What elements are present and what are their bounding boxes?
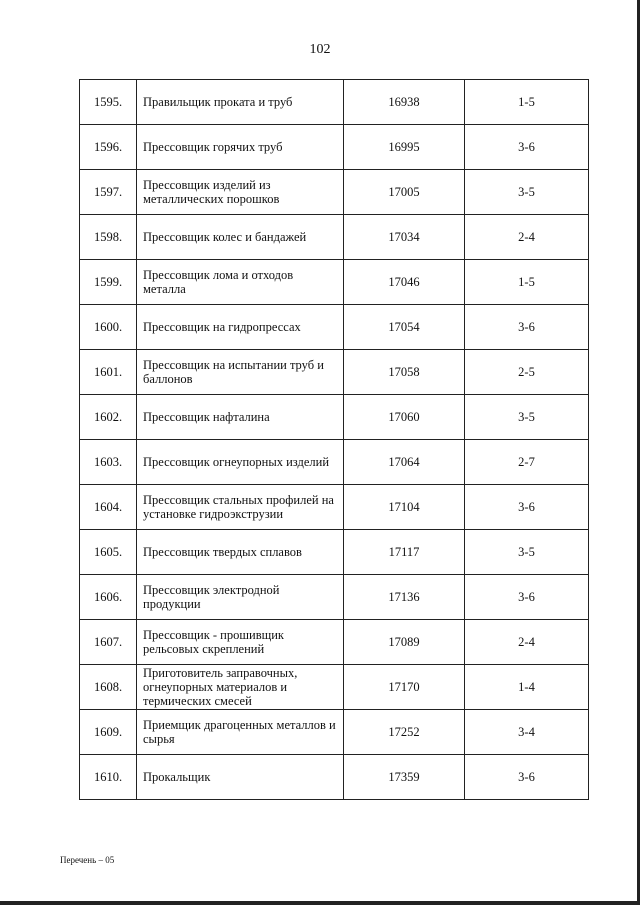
profession-name: Прессовщик изделий из металлических порошков <box>137 170 344 215</box>
profession-code: 17005 <box>344 170 465 215</box>
row-number: 1609. <box>80 710 137 755</box>
scan-edge-bottom <box>0 901 640 905</box>
profession-name: Прессовщик лома и отходов металла <box>137 260 344 305</box>
profession-name: Прессовщик электродной продукции <box>137 575 344 620</box>
grade-range: 2-5 <box>465 350 589 395</box>
profession-code: 16938 <box>344 80 465 125</box>
table-row <box>80 485 589 530</box>
profession-table <box>79 79 589 800</box>
row-number: 1597. <box>80 170 137 215</box>
grade-range: 1-5 <box>465 80 589 125</box>
profession-code: 17064 <box>344 440 465 485</box>
grade-range: 2-4 <box>465 620 589 665</box>
profession-name: Прессовщик на испытании труб и баллонов <box>137 350 344 395</box>
row-number: 1596. <box>80 125 137 170</box>
grade-range: 3-4 <box>465 710 589 755</box>
row-number: 1600. <box>80 305 137 350</box>
table-row <box>80 620 589 665</box>
table-row <box>80 215 589 260</box>
profession-name: Приготовитель заправочных, огнеупорных материалов и термических смесей <box>137 665 344 710</box>
profession-name: Правильщик проката и труб <box>137 80 344 125</box>
grade-range: 1-5 <box>465 260 589 305</box>
profession-code: 17058 <box>344 350 465 395</box>
grade-range: 3-6 <box>465 755 589 800</box>
row-number: 1606. <box>80 575 137 620</box>
profession-name: Прессовщик горячих труб <box>137 125 344 170</box>
profession-code: 17252 <box>344 710 465 755</box>
row-number: 1602. <box>80 395 137 440</box>
table-row <box>80 575 589 620</box>
row-number: 1604. <box>80 485 137 530</box>
profession-code: 17089 <box>344 620 465 665</box>
profession-name: Прессовщик нафталина <box>137 395 344 440</box>
grade-range: 3-5 <box>465 170 589 215</box>
table-row <box>80 755 589 800</box>
row-number: 1605. <box>80 530 137 575</box>
grade-range: 2-4 <box>465 215 589 260</box>
row-number: 1598. <box>80 215 137 260</box>
profession-name: Прессовщик стальных профилей на установке гидроэкструзии <box>137 485 344 530</box>
profession-name: Прессовщик колес и бандажей <box>137 215 344 260</box>
profession-name: Прессовщик огнеупорных изделий <box>137 440 344 485</box>
table-row <box>80 440 589 485</box>
table-row <box>80 260 589 305</box>
table-row <box>80 80 589 125</box>
profession-name: Прокальщик <box>137 755 344 800</box>
profession-name: Прессовщик - прошивщик рельсовых скреплений <box>137 620 344 665</box>
profession-code: 17054 <box>344 305 465 350</box>
grade-range: 3-6 <box>465 575 589 620</box>
profession-code: 17060 <box>344 395 465 440</box>
row-number: 1608. <box>80 665 137 710</box>
profession-code: 17136 <box>344 575 465 620</box>
row-number: 1603. <box>80 440 137 485</box>
row-number: 1610. <box>80 755 137 800</box>
grade-range: 1-4 <box>465 665 589 710</box>
table-row <box>80 530 589 575</box>
row-number: 1601. <box>80 350 137 395</box>
row-number: 1607. <box>80 620 137 665</box>
table-row <box>80 305 589 350</box>
profession-code: 17117 <box>344 530 465 575</box>
page-number: 102 <box>309 42 331 57</box>
table-row <box>80 665 589 710</box>
grade-range: 3-6 <box>465 305 589 350</box>
profession-code: 17046 <box>344 260 465 305</box>
profession-code: 17170 <box>344 665 465 710</box>
table-row <box>80 350 589 395</box>
grade-range: 3-6 <box>465 125 589 170</box>
row-number: 1595. <box>80 80 137 125</box>
row-number: 1599. <box>80 260 137 305</box>
profession-name: Приемщик драгоценных металлов и сырья <box>137 710 344 755</box>
grade-range: 2-7 <box>465 440 589 485</box>
profession-name: Прессовщик на гидропрессах <box>137 305 344 350</box>
grade-range: 3-5 <box>465 395 589 440</box>
profession-code: 17034 <box>344 215 465 260</box>
grade-range: 3-5 <box>465 530 589 575</box>
table-body <box>80 80 589 800</box>
profession-code: 16995 <box>344 125 465 170</box>
footer-label: Перечень – 05 <box>60 855 115 865</box>
grade-range: 3-6 <box>465 485 589 530</box>
profession-name: Прессовщик твердых сплавов <box>137 530 344 575</box>
table-row <box>80 125 589 170</box>
table-row <box>80 710 589 755</box>
profession-code: 17104 <box>344 485 465 530</box>
table-row <box>80 395 589 440</box>
table-row <box>80 170 589 215</box>
profession-code: 17359 <box>344 755 465 800</box>
